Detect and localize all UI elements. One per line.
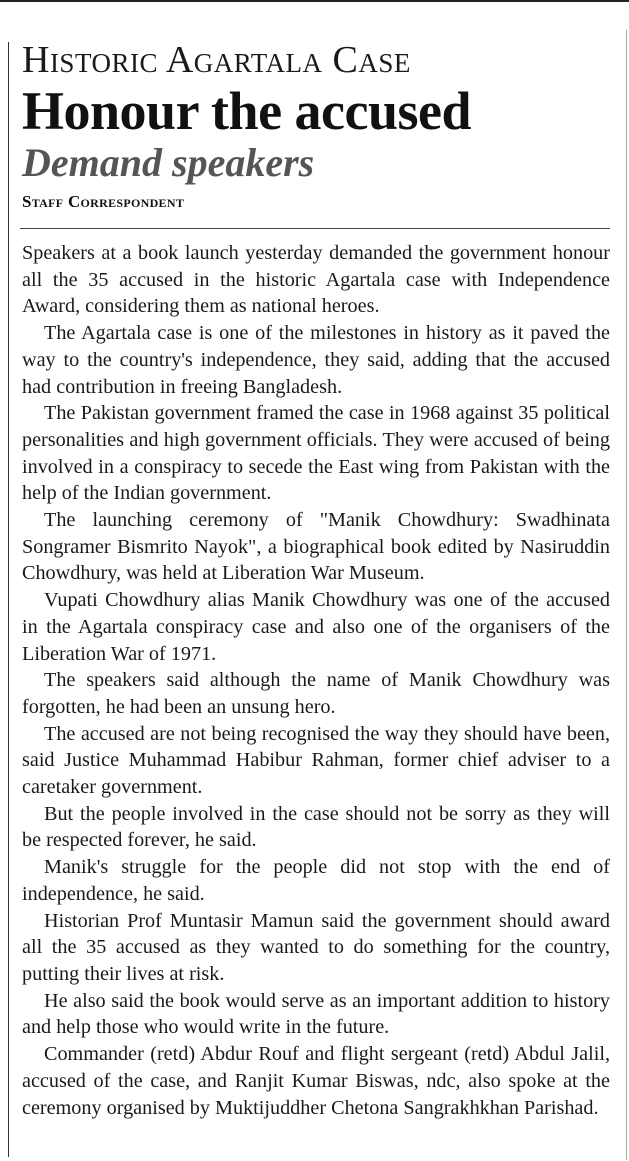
article-headline: Honour the accused xyxy=(22,81,472,141)
paragraph: Historian Prof Muntasir Mamun said the government should award all the 35 accused as they wanted to do something for the country, putting their lives at risk. xyxy=(22,909,610,985)
paragraph: Manik's struggle for the people did not stop with the end of independence, he said. xyxy=(22,856,610,905)
top-border-rule xyxy=(0,0,629,2)
right-column-rule xyxy=(626,30,627,1160)
paragraph: Speakers at a book launch yesterday demanded the government honour all the 35 accused in the historic Agartala case with Independence Award, considering them as national heroes. xyxy=(22,242,610,318)
paragraph: The launching ceremony of "Manik Chowdhury: Swadhinata Songramer Bismrito Nayok", a biographical book edited by Nasiruddin Chowdhury, was held at Liberation War Museum. xyxy=(22,509,610,585)
paragraph: But the people involved in the case should not be sorry as they will be respected forever, he said. xyxy=(22,802,610,852)
left-column-rule xyxy=(8,42,9,1157)
paragraph: Vupati Chowdhury alias Manik Chowdhury was one of the accused in the Agartala conspiracy case and also one of the organisers of the Liberation War of 1971. xyxy=(22,589,610,665)
paragraph: The Agartala case is one of the milestones in history as it paved the way to the country's independence, they said, adding that the accused had contribution in freeing Bangladesh. xyxy=(22,322,610,398)
article-body xyxy=(22,240,610,1121)
byline-divider xyxy=(20,228,610,229)
article-kicker: Historic Agartala Case xyxy=(22,39,411,81)
paragraph: The accused are not being recognised the way they should have been, said Justice Muhammad Habibur Rahman, former chief adviser to a caretaker government. xyxy=(22,722,610,799)
article-byline: Staff Correspondent xyxy=(22,192,185,211)
article-header xyxy=(22,38,612,213)
paragraph: Commander (retd) Abdur Rouf and flight sergeant (retd) Abdul Jalil, accused of the case, and Ranjit Kumar Biswas, ndc, also spoke at the ceremony organised by Muktijuddher Chetona Sangrakhkhan Parishad. xyxy=(22,1043,610,1119)
paragraph: The speakers said although the name of Manik Chowdhury was forgotten, he had been an unsung hero. xyxy=(22,669,610,718)
article-subhead: Demand speakers xyxy=(22,140,315,185)
paragraph: The Pakistan government framed the case in 1968 against 35 political personalities and high government officials. They were accused of being involved in a conspiracy to secede the East wing from Pakistan with the help of the Indian government. xyxy=(22,402,610,505)
paragraph: He also said the book would serve as an important addition to history and help those who would write in the future. xyxy=(22,989,610,1039)
